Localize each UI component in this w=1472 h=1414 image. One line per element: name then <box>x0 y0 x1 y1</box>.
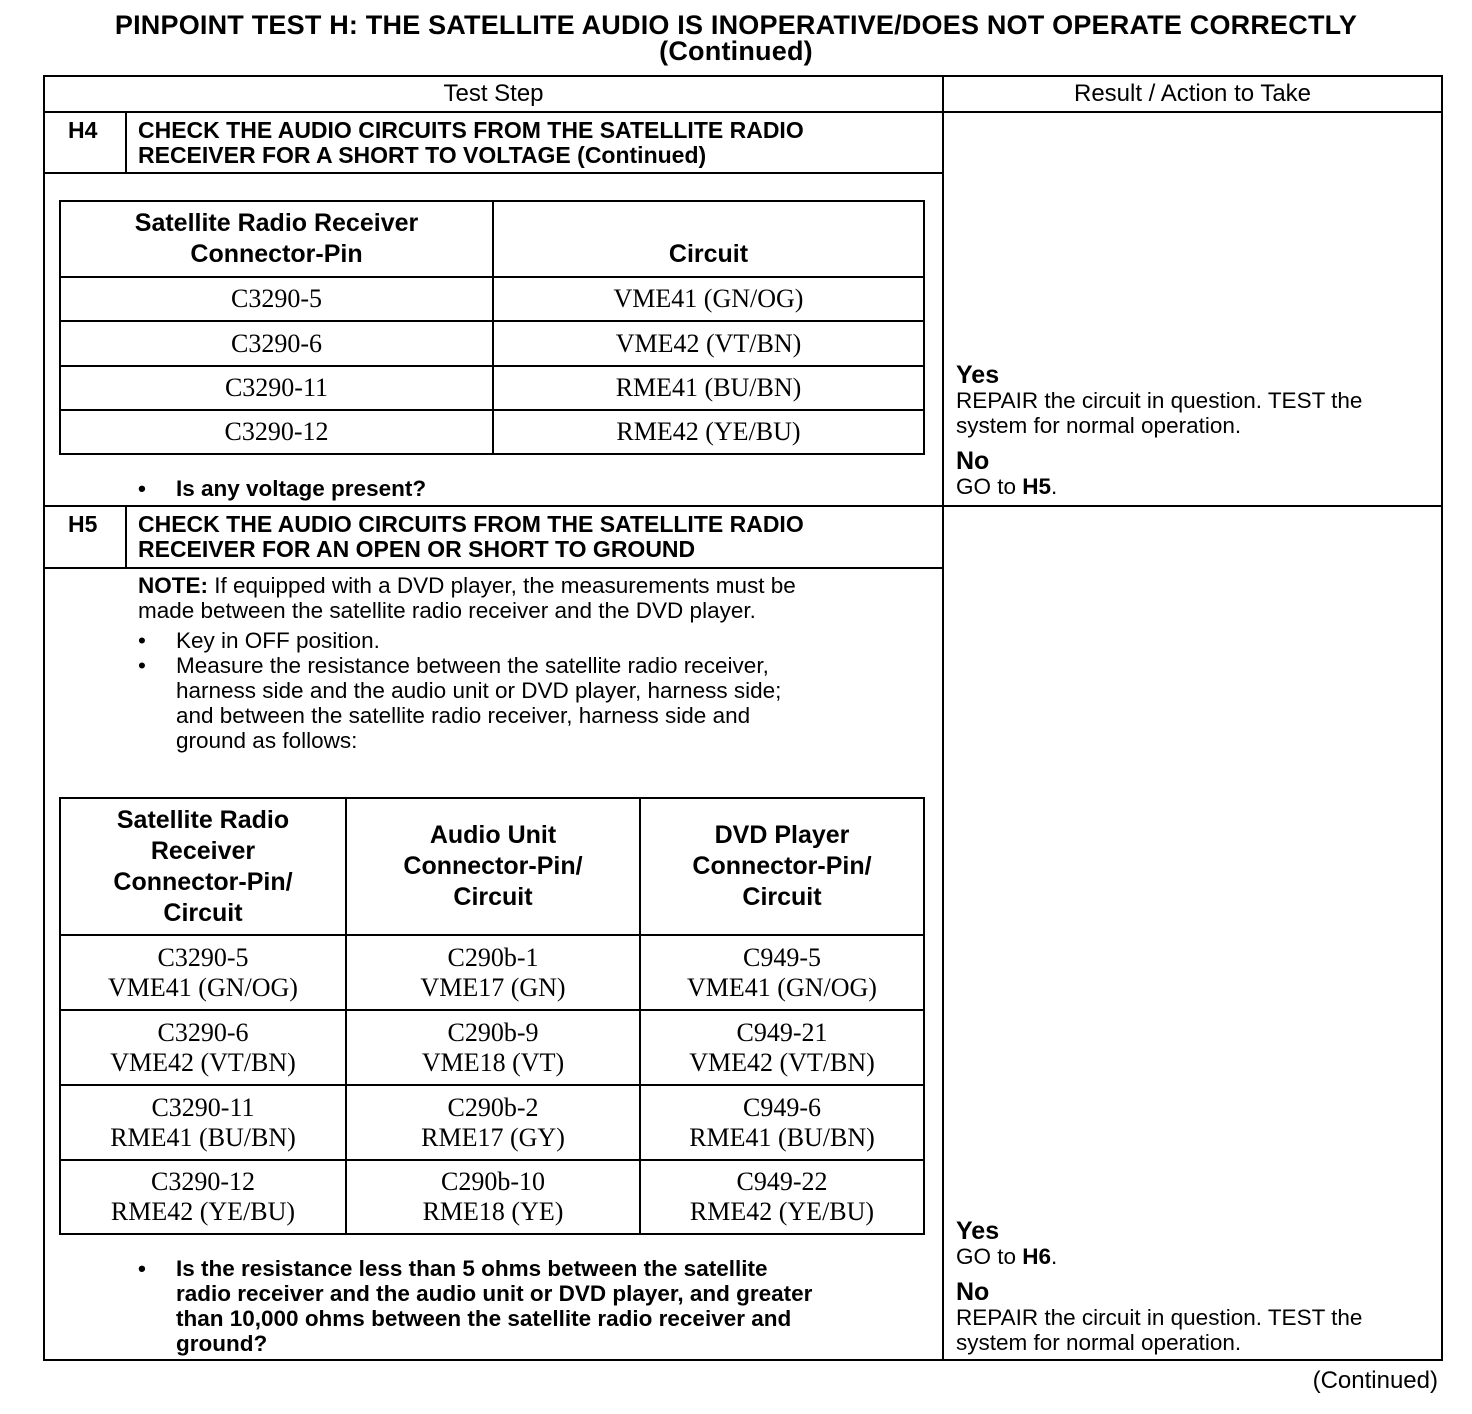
h5-bullet2-line1: Measure the resistance between the satellite radio receiver, <box>176 653 769 678</box>
table-row <box>60 410 924 454</box>
table-row <box>60 321 924 366</box>
step-divider <box>43 505 1443 507</box>
h5-dvd-cell <box>640 1085 924 1160</box>
cell-circuit: VME17 (GN) <box>420 972 566 1002</box>
h5-no-label: No <box>956 1278 990 1306</box>
h4-col-connector-pin <box>60 201 493 277</box>
h5-dvd-cell <box>640 935 924 1010</box>
h4-yes-label: Yes <box>956 361 1000 389</box>
cell-pin: C3290-11 <box>151 1092 255 1122</box>
h5-bullet-measure <box>138 653 928 753</box>
cell-circuit: VME41 (GN/OG) <box>687 972 877 1002</box>
h5-no-text-line1: REPAIR the circuit in question. TEST the <box>956 1305 1363 1330</box>
cell-pin: C3290-12 <box>151 1167 255 1196</box>
h5-question-line3: than 10,000 ohms between the satellite radio receiver and <box>176 1306 792 1331</box>
column-divider <box>942 75 944 1361</box>
bullet-icon: • <box>138 1256 146 1281</box>
h5-question-text <box>176 1256 812 1356</box>
h5-yes-suffix: . <box>1051 1244 1058 1269</box>
cell-circuit: RME18 (YE) <box>422 1197 564 1226</box>
h5-step-id: H5 <box>68 511 98 537</box>
h5-satellite-cell <box>60 1085 346 1160</box>
cell-circuit: VME41 (GN/OG) <box>108 972 298 1002</box>
h4-step-id: H4 <box>68 117 98 143</box>
h5-title-divider <box>43 567 944 569</box>
bullet-icon: • <box>138 628 146 653</box>
h4-circuit-cell: VME42 (VT/BN) <box>493 321 924 366</box>
continued-footer: (Continued) <box>1312 1367 1438 1394</box>
cell-circuit: VME42 (VT/BN) <box>110 1047 296 1077</box>
cell-circuit: RME17 (GY) <box>421 1122 565 1152</box>
h5-id-divider <box>125 505 127 568</box>
h5-col-dvd-line1: DVD Player <box>714 821 850 849</box>
h5-col-dvd-player <box>640 798 924 935</box>
h4-result <box>956 362 1436 499</box>
h5-yes-prefix: GO to <box>956 1244 1023 1269</box>
h5-no-text-line2: system for normal operation. <box>956 1330 1242 1355</box>
h4-pin-cell: C3290-6 <box>60 321 493 366</box>
h5-satellite-cell <box>60 1160 346 1234</box>
h5-col-satellite-line4: Circuit <box>163 898 243 927</box>
page-title-continued: (Continued) <box>659 36 813 66</box>
h5-resistance-table <box>59 797 925 1235</box>
h4-circuit-cell: RME41 (BU/BN) <box>493 366 924 410</box>
h5-audio-cell <box>346 1085 640 1160</box>
header-result: Result / Action to Take <box>1073 80 1312 107</box>
h4-no-text <box>956 474 1436 499</box>
h5-col-satellite-line3: Connector-Pin/ <box>113 867 293 896</box>
h4-no-label: No <box>956 447 990 475</box>
cell-circuit: RME42 (YE/BU) <box>110 1197 296 1226</box>
h5-result <box>956 1218 1436 1355</box>
h5-col-audio-line1: Audio Unit <box>429 821 557 849</box>
h4-col-connector-pin-line2: Connector-Pin <box>190 240 363 268</box>
h5-yes-target-link[interactable]: H6 <box>1022 1244 1052 1269</box>
bullet-icon: • <box>138 476 146 501</box>
h5-step-title-line1: CHECK THE AUDIO CIRCUITS FROM THE SATELLITE RADIO <box>138 511 804 537</box>
cell-pin: C3290-6 <box>157 1017 249 1047</box>
h4-pin-cell: C3290-5 <box>60 277 493 321</box>
h4-pin-cell: C3290-12 <box>60 410 493 454</box>
h5-col-dvd-line3: Circuit <box>742 883 822 911</box>
h5-bullet2-text <box>176 653 781 753</box>
h4-circuit-cell: RME42 (YE/BU) <box>493 410 924 454</box>
cell-pin: C949-5 <box>743 942 821 972</box>
table-row <box>60 277 924 321</box>
cell-circuit: RME41 (BU/BN) <box>110 1122 296 1152</box>
page-title: PINPOINT TEST H: THE SATELLITE AUDIO IS INOPERATIVE/DOES NOT OPERATE CORRECTLY <box>114 10 1358 40</box>
cell-pin: C290b-9 <box>447 1017 539 1047</box>
h5-bullet2-line3: and between the satellite radio receiver, harness side and <box>176 703 751 728</box>
h5-audio-cell <box>346 1160 640 1234</box>
h5-col-dvd-line2: Connector-Pin/ <box>692 852 872 880</box>
h5-col-satellite <box>60 798 346 935</box>
h4-col-connector-pin-line1: Satellite Radio Receiver <box>134 209 419 237</box>
cell-pin: C290b-2 <box>447 1092 539 1122</box>
h5-col-satellite-line1: Satellite Radio <box>116 805 290 834</box>
h5-satellite-cell <box>60 935 346 1010</box>
h5-col-audio-unit <box>346 798 640 935</box>
h5-question <box>138 1256 928 1356</box>
h5-note-label: NOTE: <box>138 573 208 598</box>
h5-audio-cell <box>346 935 640 1010</box>
h4-pin-cell: C3290-11 <box>60 366 493 410</box>
header-test-step: Test Step <box>443 80 544 107</box>
bullet-icon: • <box>138 653 146 678</box>
h5-yes-text <box>956 1244 1436 1269</box>
h5-note-text: If equipped with a DVD player, the measurements must be <box>208 573 796 598</box>
h5-question-line1: Is the resistance less than 5 ohms between the satellite <box>176 1256 768 1281</box>
table-row <box>60 935 924 1010</box>
h5-question-line2: radio receiver and the audio unit or DVD player, and greater <box>176 1281 813 1306</box>
h5-note-line1 <box>138 573 928 598</box>
h4-circuit-cell: VME41 (GN/OG) <box>493 277 924 321</box>
h5-audio-cell <box>346 1010 640 1085</box>
h5-bullet1-text: Key in OFF position. <box>176 628 380 653</box>
h4-title-divider <box>43 172 944 174</box>
h5-question-line4: ground? <box>176 1331 268 1356</box>
table-row <box>60 1085 924 1160</box>
h4-step-title-line2: RECEIVER FOR A SHORT TO VOLTAGE (Continued) <box>138 142 707 168</box>
cell-pin: C949-21 <box>736 1017 828 1047</box>
cell-pin: C949-22 <box>736 1167 828 1196</box>
h5-bullet-key-off <box>138 628 928 653</box>
cell-pin: C290b-10 <box>441 1167 545 1196</box>
table-row <box>60 366 924 410</box>
h4-no-suffix: . <box>1051 474 1058 499</box>
cell-pin: C3290-5 <box>157 942 249 972</box>
h4-question-text: Is any voltage present? <box>176 476 427 501</box>
h4-no-target-link[interactable]: H5 <box>1022 474 1052 499</box>
cell-circuit: RME41 (BU/BN) <box>689 1122 875 1152</box>
h5-dvd-cell <box>640 1010 924 1085</box>
h5-col-satellite-line2: Receiver <box>150 836 256 865</box>
h5-note-line2: made between the satellite radio receiver and the DVD player. <box>138 598 756 623</box>
cell-circuit: RME42 (YE/BU) <box>689 1197 875 1226</box>
h4-no-prefix: GO to <box>956 474 1023 499</box>
h4-connector-table <box>59 200 925 455</box>
table-row <box>60 1160 924 1234</box>
h4-step-title-line1: CHECK THE AUDIO CIRCUITS FROM THE SATELLITE RADIO <box>138 117 804 143</box>
cell-circuit: VME42 (VT/BN) <box>689 1047 875 1077</box>
h4-yes-text-line2: system for normal operation. <box>956 413 1242 438</box>
cell-circuit: VME18 (VT) <box>421 1047 565 1077</box>
h5-dvd-cell <box>640 1160 924 1234</box>
h5-col-audio-line2: Connector-Pin/ <box>403 852 583 880</box>
table-row <box>60 1010 924 1085</box>
cell-pin: C290b-1 <box>447 942 539 972</box>
header-divider <box>43 111 1443 113</box>
h5-bullet2-line2: harness side and the audio unit or DVD player, harness side; <box>176 678 782 703</box>
h5-note <box>138 573 928 623</box>
h4-col-circuit-label: Circuit <box>668 240 749 268</box>
h5-step-title-line2: RECEIVER FOR AN OPEN OR SHORT TO GROUND <box>138 536 696 562</box>
cell-pin: C949-6 <box>743 1092 821 1122</box>
h5-bullet2-line4: ground as follows: <box>176 728 358 753</box>
h5-satellite-cell <box>60 1010 346 1085</box>
h4-id-divider <box>125 111 127 173</box>
h5-col-audio-line3: Circuit <box>453 883 533 911</box>
h4-yes-text-line1: REPAIR the circuit in question. TEST the <box>956 388 1363 413</box>
h4-col-circuit <box>493 201 924 277</box>
h5-yes-label: Yes <box>956 1217 1000 1245</box>
